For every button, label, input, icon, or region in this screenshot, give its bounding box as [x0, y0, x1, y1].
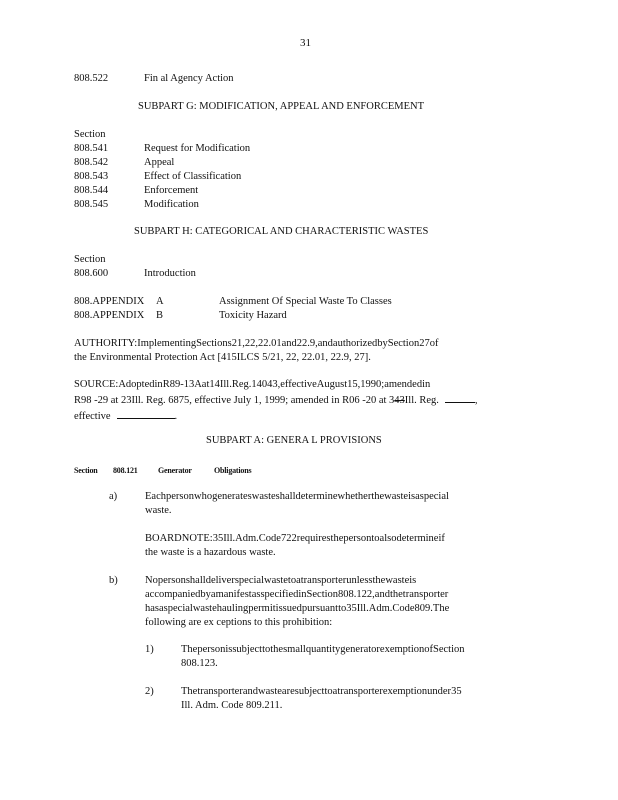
- word: if: [438, 533, 445, 544]
- word: and: [317, 338, 333, 349]
- item-b-paragraph: [145, 574, 533, 630]
- word: 15,: [347, 379, 361, 390]
- sub-item-2-line-1: [181, 685, 533, 699]
- word: 27: [419, 338, 430, 349]
- word: authorized: [332, 338, 378, 349]
- word: 21,: [231, 338, 245, 349]
- source-line-2-end: ,: [474, 395, 478, 406]
- source-paragraph: [74, 378, 528, 424]
- sub-item-1-line-1: [181, 643, 533, 657]
- section-title: Modification: [144, 199, 199, 210]
- word: Section: [387, 338, 420, 349]
- final-action-row: [74, 72, 234, 86]
- item-b-label: b): [109, 575, 118, 586]
- word: in: [298, 589, 307, 600]
- word: shall: [275, 491, 296, 502]
- authority-line-2: the Environmental Protection Act [415ILCS 5/21, 22, 22.01, 22.9, 27].: [74, 352, 371, 363]
- section-row: [74, 156, 175, 170]
- word: effective: [280, 379, 317, 390]
- word: a: [296, 575, 301, 586]
- word: The: [181, 644, 198, 655]
- item-b-line-1: [145, 574, 493, 588]
- word: transporter: [197, 686, 243, 697]
- word: of: [424, 644, 433, 655]
- section-heading-label: Section: [74, 466, 98, 475]
- word: The: [432, 603, 450, 614]
- section-number: 808.542: [74, 157, 109, 168]
- word: subject: [294, 686, 325, 697]
- word: and: [281, 338, 297, 349]
- word: accompanied: [145, 589, 201, 600]
- word: Adopted: [118, 379, 155, 390]
- sub-item-1-line-2: 808.123.: [181, 658, 218, 669]
- word: has: [145, 603, 159, 614]
- section-heading-number: 808.121: [113, 466, 138, 475]
- word: subject: [232, 644, 263, 655]
- word: small: [283, 644, 306, 655]
- board-note-line-2: the waste is a hazardous waste.: [145, 547, 276, 558]
- word: SOURCE:: [74, 379, 119, 390]
- board-note-line-1: [145, 532, 529, 546]
- section-number: 808.522: [74, 73, 109, 84]
- word: 14043,: [251, 379, 281, 390]
- section-row: [74, 170, 242, 184]
- blank-line: [117, 408, 175, 419]
- section-number: 808.543: [74, 171, 109, 182]
- section-title: Request for Modification: [144, 143, 251, 154]
- sub-item-2-paragraph: [181, 685, 533, 713]
- appendix-number: 808.APPENDIX: [74, 310, 145, 321]
- word: to: [287, 575, 297, 586]
- word: a: [159, 603, 164, 614]
- blank-line: [445, 392, 475, 403]
- item-a-label: a): [109, 491, 118, 502]
- sub-item-1-paragraph: [181, 643, 533, 671]
- word: -13A: [180, 379, 202, 390]
- word: in: [154, 379, 163, 390]
- word: shall: [185, 575, 206, 586]
- authority-line-1: [74, 337, 528, 351]
- appendix-letter: A: [156, 296, 164, 307]
- source-line-2-text: R98 -29 at 23Ill. Reg. 6875, effective July 1, 1999; amended in R06 -20 at 3: [74, 395, 395, 406]
- word: determine: [396, 533, 439, 544]
- word: 22.01: [257, 338, 282, 349]
- word: the: [372, 575, 386, 586]
- sub-item-1-label: 1): [145, 644, 154, 655]
- section-title: Enforcement: [144, 185, 199, 196]
- word: Reg.: [231, 379, 252, 390]
- sub-item-2-label: 2): [145, 686, 154, 697]
- appendix-number: 808.APPENDIX: [74, 296, 145, 307]
- word: the: [371, 491, 385, 502]
- source-effective: effective: [74, 411, 111, 422]
- word: person: [157, 575, 186, 586]
- word: the: [330, 533, 344, 544]
- word: at: [201, 379, 210, 390]
- word: and: [242, 686, 258, 697]
- word: Adm.: [368, 603, 393, 614]
- appendix-title: Assignment Of Special Waste To Classes: [219, 296, 392, 307]
- word: to: [338, 603, 347, 614]
- word: waste: [385, 575, 410, 586]
- section-title: Fin al Agency Action: [144, 73, 234, 84]
- section-row: [74, 267, 196, 281]
- word: to: [262, 644, 271, 655]
- word: pursuant: [301, 603, 339, 614]
- appendix-title: Toxicity Hazard: [219, 310, 287, 321]
- word: 35Ill.: [346, 603, 369, 614]
- word: and: [374, 589, 390, 600]
- word: AUTHORITY:Implementing: [74, 338, 197, 349]
- sub-item-2-line-2: Ill. Adm. Code 809.211.: [181, 700, 283, 711]
- word: in: [422, 379, 431, 390]
- word: are: [281, 686, 295, 697]
- word: exemption: [382, 686, 428, 697]
- word: generates: [212, 491, 252, 502]
- section-title: Appeal: [144, 157, 175, 168]
- word: Each: [145, 491, 166, 502]
- word: a: [332, 686, 338, 697]
- section-title: Introduction: [144, 268, 196, 279]
- word: issued: [275, 603, 302, 614]
- word: 1990;: [360, 379, 385, 390]
- word: BOARD: [145, 533, 182, 544]
- word: is: [409, 575, 417, 586]
- board-note-paragraph: [145, 532, 529, 560]
- word: Sections: [196, 338, 232, 349]
- word: 14Ill.: [209, 379, 232, 390]
- subpart-h-heading: SUBPART H: CATEGORICAL AND CHARACTERISTIC WASTES: [134, 226, 429, 237]
- word: also: [379, 533, 397, 544]
- word: special: [234, 575, 264, 586]
- word: transporter: [300, 575, 347, 586]
- word: NOTE:: [181, 533, 213, 544]
- item-a-line-1: [145, 490, 521, 504]
- word: 808.122,: [338, 589, 375, 600]
- section-number: 808.541: [74, 143, 109, 154]
- word: a: [415, 491, 420, 502]
- word: is: [225, 644, 233, 655]
- word: generator: [340, 644, 380, 655]
- word: permit: [248, 603, 276, 614]
- word: 22,: [244, 338, 258, 349]
- word: waste: [264, 575, 288, 586]
- word: Code: [392, 603, 415, 614]
- section-row: [74, 142, 251, 156]
- authority-paragraph: [74, 337, 528, 365]
- section-heading-word: Obligations: [214, 466, 252, 475]
- section-title: Effect of Classification: [144, 171, 242, 182]
- word: person: [197, 644, 226, 655]
- section-number: 808.544: [74, 185, 109, 196]
- source-line-2: [74, 392, 528, 408]
- source-line-2-text-cont: Ill. Reg.: [404, 395, 439, 406]
- word: waste: [192, 603, 217, 614]
- section-label: Section: [74, 129, 106, 140]
- word: waste: [384, 491, 409, 502]
- item-a-line-2: waste.: [145, 505, 172, 516]
- word: specified: [260, 589, 299, 600]
- word: transporter: [402, 589, 449, 600]
- word: the: [389, 589, 403, 600]
- item-b-line-3: [145, 602, 533, 616]
- source-line-1: [74, 378, 528, 392]
- appendix-letter: B: [156, 310, 164, 321]
- word: deliver: [205, 575, 235, 586]
- word: R89: [162, 379, 181, 390]
- word: to: [324, 686, 333, 697]
- word: Section: [306, 589, 339, 600]
- word: a: [210, 589, 216, 600]
- word: determinewhether: [295, 491, 372, 502]
- subpart-g-heading: SUBPART G: MODIFICATION, APPEAL AND ENFORCEMENT: [138, 101, 425, 112]
- word: is: [408, 491, 416, 502]
- word: Code: [258, 533, 281, 544]
- section-label: Section: [74, 254, 106, 265]
- section-row: [74, 184, 199, 198]
- word: 22.9,: [296, 338, 318, 349]
- word: the: [270, 644, 284, 655]
- word: under: [427, 686, 452, 697]
- word: Section: [433, 644, 465, 655]
- word: as: [251, 589, 261, 600]
- word: requires: [296, 533, 331, 544]
- source-line-3: effective .: [74, 408, 528, 424]
- word: The: [181, 686, 198, 697]
- subpart-a-heading: SUBPART A: GENERA L PROVISIONS: [206, 435, 382, 446]
- word: 35Ill.: [212, 533, 236, 544]
- page-number: 31: [300, 37, 311, 49]
- word: who: [194, 491, 213, 502]
- item-b-line-4: following are ex ceptions to this prohibition:: [145, 617, 333, 628]
- word: of: [429, 338, 439, 349]
- section-heading-word: Generator: [158, 466, 192, 475]
- section-number: 808.600: [74, 268, 109, 279]
- struck-text: 43: [394, 395, 405, 406]
- word: person: [166, 491, 194, 502]
- word: waste: [251, 491, 276, 502]
- word: manifest: [215, 589, 252, 600]
- item-a-paragraph: [145, 490, 521, 518]
- word: special: [419, 491, 449, 502]
- word: waste: [257, 686, 282, 697]
- item-b-line-2: [145, 588, 519, 602]
- word: 809.: [414, 603, 433, 614]
- word: person: [343, 533, 372, 544]
- word: hauling: [216, 603, 249, 614]
- word: quantity: [305, 644, 341, 655]
- word: unless: [346, 575, 373, 586]
- word: No: [145, 575, 158, 586]
- section-row: [74, 198, 199, 212]
- word: 35: [451, 686, 462, 697]
- word: by: [200, 589, 211, 600]
- word: to: [371, 533, 380, 544]
- section-number: 808.545: [74, 199, 109, 210]
- word: transporter: [337, 686, 383, 697]
- word: 722: [280, 533, 297, 544]
- word: exemption: [379, 644, 425, 655]
- word: by: [377, 338, 388, 349]
- word: Adm.: [235, 533, 259, 544]
- word: special: [163, 603, 193, 614]
- word: amended: [384, 379, 423, 390]
- word: August: [316, 379, 348, 390]
